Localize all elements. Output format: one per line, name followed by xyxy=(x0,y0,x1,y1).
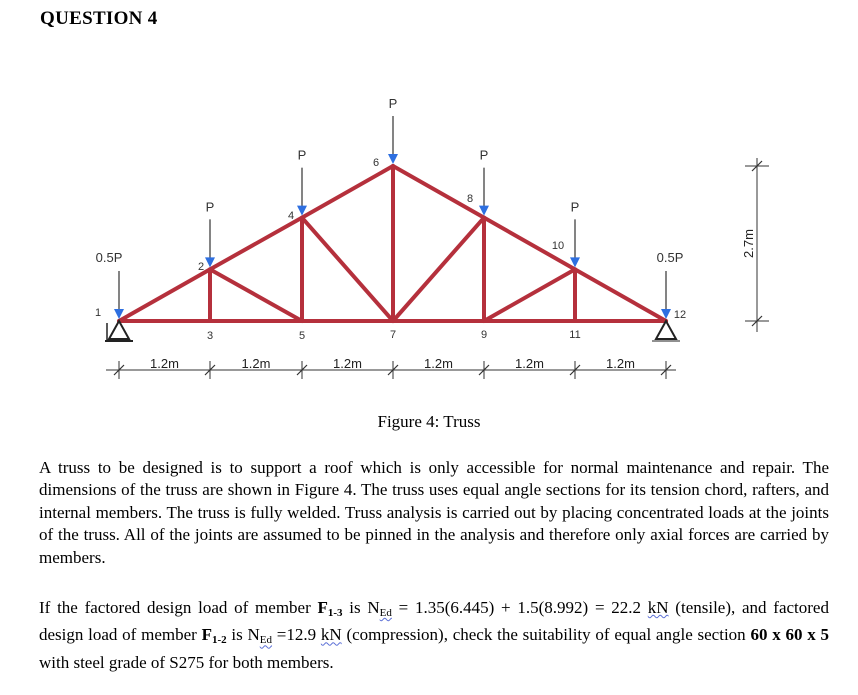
unit-kn-2: kN xyxy=(320,625,342,645)
p2-text-1: If the factored design load of member xyxy=(39,598,318,617)
member-f13-subscript: 1-3 xyxy=(327,607,343,619)
load-label: 0.5P xyxy=(95,250,123,265)
question-title: QUESTION 4 xyxy=(40,8,158,29)
span-label: 1.2m xyxy=(150,356,179,371)
truss-member xyxy=(302,218,393,321)
truss-member xyxy=(393,218,484,321)
load-label: P xyxy=(297,147,307,163)
truss-member xyxy=(210,269,302,321)
height-label: 2.7m xyxy=(741,229,756,258)
p2-text-8: with steel grade of S275 for both members. xyxy=(39,652,334,672)
node-number: 2 xyxy=(197,261,205,273)
load-label: P xyxy=(205,199,215,215)
support-triangle xyxy=(656,321,676,339)
truss-member xyxy=(575,269,666,321)
truss-member xyxy=(393,166,484,218)
span-label: 1.2m xyxy=(424,356,453,371)
member-f12 xyxy=(201,625,227,647)
member-f12-subscript: 1-2 xyxy=(211,634,227,647)
load-label: P xyxy=(570,199,580,215)
node-number: 11 xyxy=(569,329,581,341)
load-arrow-head xyxy=(388,154,398,164)
section-size: 60 x 60 x 5 xyxy=(750,625,829,645)
truss-member xyxy=(302,166,393,218)
truss-members xyxy=(119,166,666,321)
node-number: 8 xyxy=(466,193,474,205)
unit-kn-1: kN xyxy=(647,598,669,617)
span-label: 1.2m xyxy=(241,356,271,371)
node-number: 5 xyxy=(298,330,306,342)
span-label: 1.2m xyxy=(515,356,544,371)
node-number: 4 xyxy=(287,210,295,222)
node-number: 3 xyxy=(206,330,214,342)
figure-caption: Figure 4: Truss xyxy=(377,412,481,431)
node-number: 6 xyxy=(372,157,380,169)
load-label: P xyxy=(479,147,489,163)
load-label: 0.5P xyxy=(656,250,684,265)
node-number: 9 xyxy=(480,329,488,341)
node-number: 1 xyxy=(94,307,102,319)
p2-text-4: (tensile), and factored design load of member xyxy=(39,598,829,645)
node-number: 12 xyxy=(673,309,687,321)
truss-member xyxy=(210,218,302,270)
p2-text-3: = 1.35(6.445) + 1.5(8.992) = 22.2 xyxy=(391,598,648,617)
span-label: 1.2m xyxy=(333,356,362,371)
p2-text-5: is N xyxy=(226,625,260,645)
paragraph-description: A truss to be designed is to support a roof which is only accessible for normal maintenance and repair. The dimensions of the truss are shown in Figure 4. The truss uses equal angle sections for its tension chord, rafters, and internal members. The truss is fully welded. Truss analysis is carried out by placing concentrated loads at the joints of the truss. All of the joints are assumed to be pinned in the analysis and therefore only axial forces are carried by members. xyxy=(39,458,829,567)
span-label: 1.2m xyxy=(606,356,635,371)
support-triangle xyxy=(109,321,129,339)
truss-member xyxy=(484,269,575,321)
node-number: 7 xyxy=(389,329,397,341)
p2-text-2: is N xyxy=(342,598,380,617)
ned-subscript-1: Ed xyxy=(379,607,392,619)
member-f12-letter: F xyxy=(201,625,212,645)
figure-labels xyxy=(95,96,756,371)
truss-member xyxy=(119,269,210,321)
member-f13-letter: F xyxy=(317,598,328,617)
paragraph-task xyxy=(39,597,829,674)
load-label: P xyxy=(388,96,398,111)
p2-text-7: (compression), check the suitability of equal angle section xyxy=(341,625,751,645)
member-f13 xyxy=(318,598,343,617)
p2-text-6: =12.9 xyxy=(272,625,321,645)
ned-subscript-2: Ed xyxy=(259,634,273,647)
node-number: 10 xyxy=(551,240,565,252)
